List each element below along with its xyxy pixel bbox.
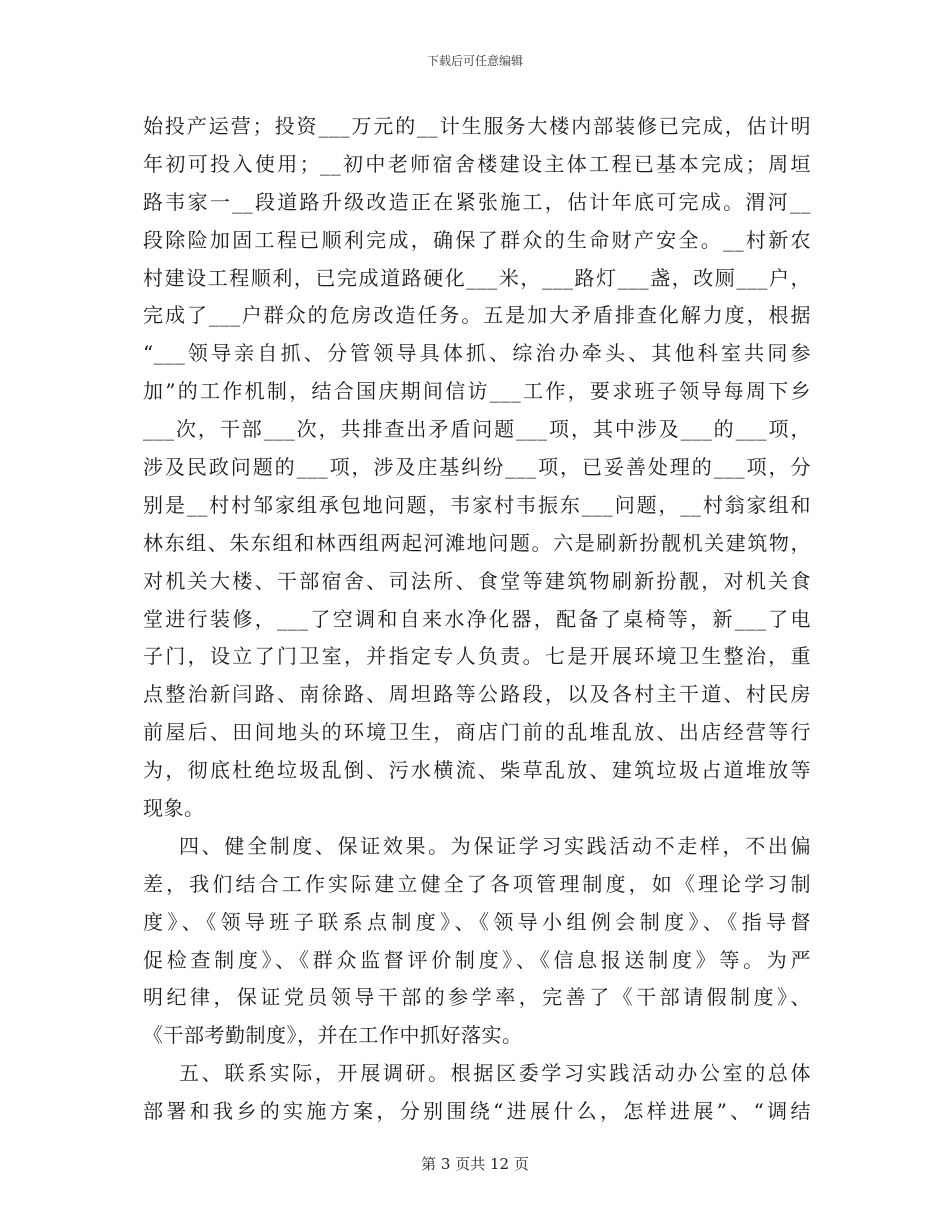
text-line: 别是__村村邹家组承包地问题，韦家村韦振东___问题，__村翁家组和 — [143, 492, 811, 517]
text-line: 四、健全制度、保证效果。为保证学习实践活动不走样，不出偏 — [143, 833, 811, 858]
page-footer: 第 3 页共 12 页 — [421, 1155, 529, 1173]
text-line: 前屋后、田间地头的环境卫生，商店门前的乱堆乱放、出店经营等行 — [143, 720, 811, 745]
text-line: 差，我们结合工作实际建立健全了各项管理制度，如《理论学习制 — [143, 871, 811, 896]
text-line: 始投产运营；投资___万元的__计生服务大楼内部装修已完成，估计明 — [143, 114, 811, 138]
text-line: 五、联系实际，开展调研。根据区委学习实践活动办公室的总体 — [143, 1061, 811, 1086]
text-line: 段除险加固工程已顺利完成，确保了群众的生命财产安全。__村新农 — [143, 227, 811, 252]
document-body — [143, 108, 811, 1131]
text-line: 加”的工作机制，结合国庆期间信访___工作，要求班子领导每周下乡 — [143, 379, 811, 404]
text-line: ___次，干部___次，共排查出矛盾问题___项，其中涉及___的___项， — [143, 417, 811, 442]
text-line: 堂进行装修，___了空调和自来水净化器，配备了桌椅等，新___了电 — [143, 606, 811, 631]
text-line: 林东组、朱东组和林西组两起河滩地问题。六是刷新扮靓机关建筑物， — [143, 530, 811, 555]
text-line: 子门，设立了门卫室，并指定专人负责。七是开展环境卫生整治，重 — [143, 644, 811, 669]
text-line: 村建设工程顺利，已完成道路硬化___米，___路灯___盏，改厕___户， — [143, 265, 811, 290]
text-line: 明纪律，保证党员领导干部的参学率，完善了《干部请假制度》、 — [143, 985, 811, 1010]
text-line: 对机关大楼、干部宿舍、司法所、食堂等建筑物刷新扮靓，对机关食 — [143, 568, 811, 593]
text-line: “___领导亲自抓、分管领导具体抓、综治办牵头、其他科室共同参 — [143, 341, 811, 366]
text-line: 部署和我乡的实施方案，分别围绕“进展什么，怎样进展”、“调结 — [143, 1099, 811, 1124]
text-line: 路韦家一__段道路升级改造正在紧张施工，估计年底可完成。渭河__ — [143, 189, 811, 214]
text-line: 年初可投入使用；__初中老师宿舍楼建设主体工程已基本完成；周垣 — [143, 151, 811, 176]
text-line: 完成了___户群众的危房改造任务。五是加大矛盾排查化解力度，根据 — [143, 303, 811, 328]
page-header: 下载后可任意编辑 — [426, 54, 523, 68]
text-line: 促检查制度》、《群众监督评价制度》、《信息报送制度》等。为严 — [143, 947, 811, 972]
text-line: 度》、《领导班子联系点制度》、《领导小组例会制度》、《指导督 — [143, 909, 811, 934]
text-line: 现象。 — [143, 796, 205, 821]
text-line: 为，彻底杜绝垃圾乱倒、污水横流、柴草乱放、建筑垃圾占道堆放等 — [143, 758, 811, 783]
text-line: 涉及民政问题的___项，涉及庄基纠纷___项，已妥善处理的___项，分 — [143, 455, 811, 480]
text-line: 《干部考勤制度》，并在工作中抓好落实。 — [143, 1023, 523, 1048]
text-line: 点整治新闫路、南徐路、周坦路等公路段，以及各村主干道、村民房 — [143, 682, 811, 707]
